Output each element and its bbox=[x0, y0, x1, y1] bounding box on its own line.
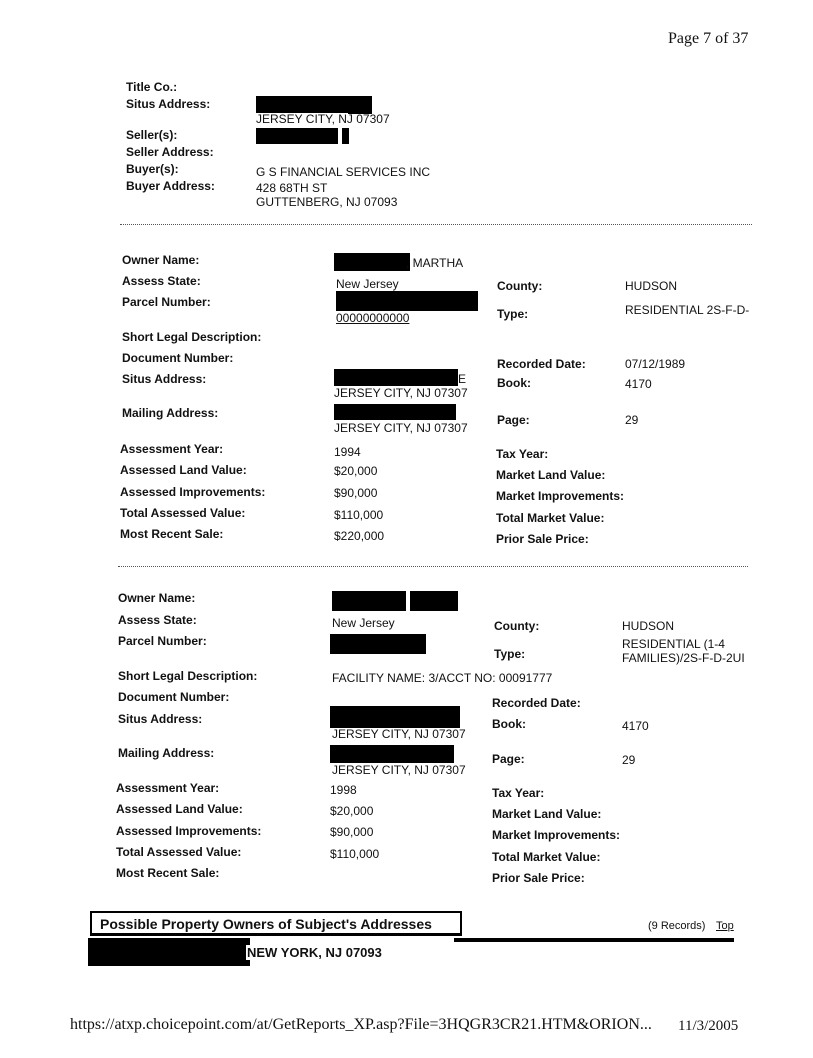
market-improvements-label: Market Improvements: bbox=[496, 489, 625, 503]
document-number-label: Document Number: bbox=[122, 351, 234, 365]
situs-address-label: Situs Address: bbox=[118, 712, 203, 726]
buyer-address-line1: 428 68TH ST bbox=[256, 181, 328, 195]
buyers-label: Buyer(s): bbox=[126, 162, 179, 176]
assessed-land-value: $20,000 bbox=[334, 464, 378, 478]
assessed-land-label: Assessed Land Value: bbox=[120, 463, 247, 477]
section-title: Possible Property Owners of Subject's Addresses bbox=[100, 916, 432, 932]
buyer-address-line2: GUTTENBERG, NJ 07093 bbox=[256, 195, 398, 209]
redaction-bar bbox=[330, 634, 426, 654]
section-divider bbox=[120, 224, 752, 225]
seller-address-label: Seller Address: bbox=[126, 145, 214, 159]
redaction-bar bbox=[332, 591, 406, 611]
records-count: (9 Records) bbox=[648, 920, 706, 932]
mailing-address-value: JERSEY CITY, NJ 07307 bbox=[334, 421, 468, 435]
section-banner bbox=[90, 911, 462, 936]
situs-address-value: JERSEY CITY, NJ 07307 bbox=[332, 727, 466, 741]
situs-address-tail: E bbox=[458, 372, 467, 386]
book-value: 4170 bbox=[625, 377, 652, 391]
mailing-address-label: Mailing Address: bbox=[122, 406, 219, 420]
book-label: Book: bbox=[492, 717, 526, 731]
page-label: Page: bbox=[492, 752, 525, 766]
assessed-improvements-label: Assessed Improvements: bbox=[120, 485, 266, 499]
total-assessed-value: $110,000 bbox=[330, 847, 380, 861]
county-label: County: bbox=[494, 619, 540, 633]
book-label: Book: bbox=[497, 376, 531, 390]
parcel-number-label: Parcel Number: bbox=[118, 634, 207, 648]
assessment-year-label: Assessment Year: bbox=[120, 442, 224, 456]
buyers-value: G S FINANCIAL SERVICES INC bbox=[256, 165, 431, 179]
prior-sale-label: Prior Sale Price: bbox=[492, 871, 585, 885]
top-link[interactable]: Top bbox=[716, 920, 734, 932]
book-value: 4170 bbox=[622, 719, 649, 733]
most-recent-sale-value: $220,000 bbox=[334, 529, 385, 543]
total-market-label: Total Market Value: bbox=[496, 511, 605, 525]
title-co-label: Title Co.: bbox=[126, 80, 178, 94]
redaction-bar bbox=[334, 404, 456, 420]
owner-name-value: , MARTHA bbox=[406, 256, 464, 270]
assessed-improvements-label: Assessed Improvements: bbox=[116, 824, 262, 838]
owner-name-label: Owner Name: bbox=[118, 591, 196, 605]
short-legal-label: Short Legal Description: bbox=[118, 669, 258, 683]
tax-year-label: Tax Year: bbox=[492, 786, 545, 800]
assess-state-value: New Jersey bbox=[336, 277, 399, 291]
situs-address-value: JERSEY CITY, NJ 07307 bbox=[256, 112, 390, 126]
market-land-label: Market Land Value: bbox=[492, 807, 602, 821]
county-value: HUDSON bbox=[625, 279, 678, 293]
market-land-label: Market Land Value: bbox=[496, 468, 606, 482]
owner-name-label: Owner Name: bbox=[122, 253, 200, 267]
prior-sale-label: Prior Sale Price: bbox=[496, 532, 589, 546]
assessed-land-label: Assessed Land Value: bbox=[116, 802, 243, 816]
short-legal-value: FACILITY NAME: 3/ACCT NO: 00091777 bbox=[332, 671, 553, 685]
redaction-bar bbox=[88, 938, 250, 966]
parcel-number-label: Parcel Number: bbox=[122, 295, 211, 309]
situs-address-label: Situs Address: bbox=[122, 372, 207, 386]
footer-url: https://atxp.choicepoint.com/at/GetReports_XP.asp?File=3HQGR3CR21.HTM&ORION... bbox=[70, 1016, 652, 1033]
section-divider bbox=[118, 566, 748, 567]
county-label: County: bbox=[497, 279, 543, 293]
situs-address-label: Situs Address: bbox=[126, 97, 211, 111]
redaction-bar bbox=[336, 291, 478, 311]
parcel-number-value: 00000000000 bbox=[336, 311, 410, 325]
type-label: Type: bbox=[497, 307, 529, 321]
footer-date: 11/3/2005 bbox=[678, 1018, 739, 1034]
redaction-bar bbox=[334, 369, 458, 386]
page-value: 29 bbox=[622, 753, 636, 767]
mailing-address-value: JERSEY CITY, NJ 07307 bbox=[332, 763, 466, 777]
redaction-bar bbox=[342, 128, 349, 144]
type-label: Type: bbox=[494, 647, 526, 661]
redaction-bar bbox=[256, 96, 348, 113]
short-legal-label: Short Legal Description: bbox=[122, 330, 262, 344]
redaction-bar bbox=[410, 591, 458, 611]
redaction-bar bbox=[330, 706, 460, 728]
assessment-year-value: 1994 bbox=[334, 445, 361, 459]
page-number: Page 7 of 37 bbox=[668, 30, 749, 47]
assessment-year-label: Assessment Year: bbox=[116, 781, 220, 795]
recorded-date-label: Recorded Date: bbox=[492, 696, 581, 710]
document-number-label: Document Number: bbox=[118, 690, 230, 704]
assessment-year-value: 1998 bbox=[330, 783, 357, 797]
total-assessed-label: Total Assessed Value: bbox=[116, 845, 242, 859]
redaction-bar bbox=[330, 745, 454, 763]
most-recent-sale-label: Most Recent Sale: bbox=[116, 866, 220, 880]
most-recent-sale-label: Most Recent Sale: bbox=[120, 527, 224, 541]
situs-address-value: JERSEY CITY, NJ 07307 bbox=[334, 386, 468, 400]
assessed-land-value: $20,000 bbox=[330, 804, 374, 818]
assess-state-label: Assess State: bbox=[118, 613, 197, 627]
type-value-line2: FAMILIES)/2S-F-D-2UI bbox=[622, 651, 745, 665]
assessed-improvements-value: $90,000 bbox=[334, 486, 378, 500]
section-rule bbox=[454, 938, 734, 942]
recorded-date-label: Recorded Date: bbox=[497, 357, 586, 371]
redaction-bar bbox=[334, 253, 410, 271]
county-value: HUDSON bbox=[622, 619, 675, 633]
market-improvements-label: Market Improvements: bbox=[492, 828, 621, 842]
page-label: Page: bbox=[497, 413, 530, 427]
assess-state-label: Assess State: bbox=[122, 274, 201, 288]
redaction-bar bbox=[256, 128, 338, 144]
assessed-improvements-value: $90,000 bbox=[330, 825, 374, 839]
recorded-date-value: 07/12/1989 bbox=[625, 357, 686, 371]
owner-row-address: NEW YORK, NJ 07093 bbox=[247, 945, 382, 960]
buyer-address-label: Buyer Address: bbox=[126, 179, 215, 193]
tax-year-label: Tax Year: bbox=[496, 447, 549, 461]
page-value: 29 bbox=[625, 413, 639, 427]
total-market-label: Total Market Value: bbox=[492, 850, 601, 864]
type-value-line1: RESIDENTIAL (1-4 bbox=[622, 637, 725, 651]
mailing-address-label: Mailing Address: bbox=[118, 746, 215, 760]
sellers-label: Seller(s): bbox=[126, 128, 178, 142]
total-assessed-label: Total Assessed Value: bbox=[120, 506, 246, 520]
assess-state-value: New Jersey bbox=[332, 616, 395, 630]
total-assessed-value: $110,000 bbox=[334, 508, 384, 522]
type-value: RESIDENTIAL 2S-F-D- bbox=[625, 303, 750, 317]
